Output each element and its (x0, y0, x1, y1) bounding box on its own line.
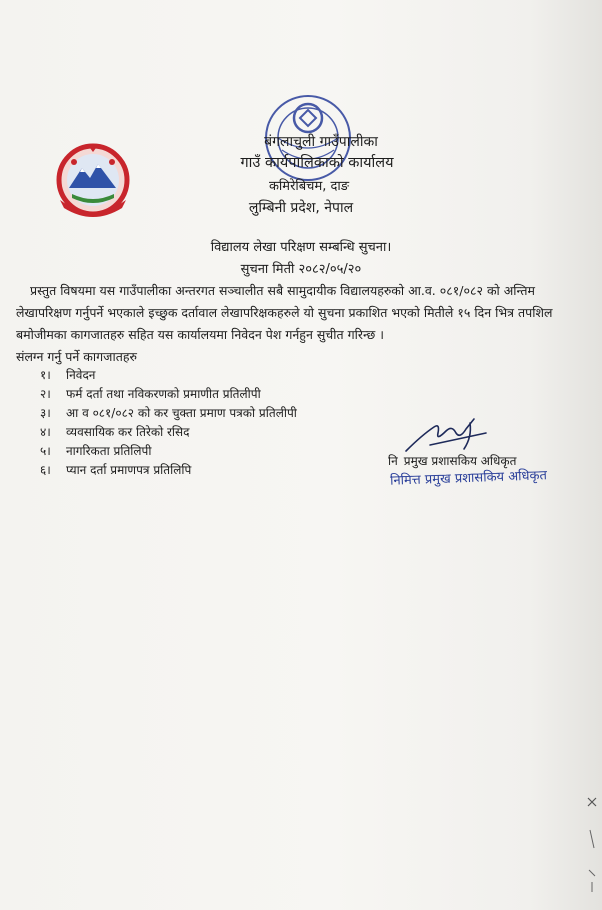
list-item-number: ३। (40, 406, 51, 420)
notice-body-line: लेखापरिक्षण गर्नुपर्ने भएकाले इच्छुक दर्तावाल लेखापरिक्षकहरुले यो सुचना प्रकाशित भएको मितीले १५ दिन भित्र तपशिल (16, 305, 553, 320)
list-item (40, 385, 297, 404)
signatory-prefix: नि (388, 454, 398, 468)
list-item-number: ६। (40, 463, 51, 477)
notice-date: सुचना मिती २०८२/०५/२० (240, 262, 362, 277)
office-name: गाउँ कार्यपालिकाको कार्यालय (240, 155, 394, 171)
municipality-name: बंगलाचुली गाउँपालीका (264, 134, 378, 150)
office-address: कमिरेबिचम, दाङ (268, 179, 350, 194)
signatory-stamp: निमित्त प्रमुख प्रशासकिय अधिकृत (389, 468, 548, 489)
list-item (40, 461, 297, 480)
list-item (40, 366, 297, 385)
list-item-text: आ व ०८१/०८२ को कर चुक्ता प्रमाण पत्रको प्रतिलीपी (66, 406, 297, 420)
notice-body-line: बमोजीमका कागजातहरु सहित यस कार्यालयमा निवेदन पेश गर्नहुन सुचीत गरिन्छ । (16, 327, 385, 342)
list-item-text: फर्म दर्ता तथा नविकरणको प्रमाणीत प्रतिलीपी (66, 387, 261, 401)
enclosures-heading: संलग्न गर्नु पर्ने कागजातहरु (16, 349, 137, 364)
list-item-text: नागरिकता प्रतिलिपी (66, 444, 152, 458)
list-item-number: २। (40, 387, 51, 401)
list-item-number: ५। (40, 444, 51, 458)
list-item-text: निवेदन (66, 368, 96, 382)
page-edge-marks (584, 790, 600, 910)
enclosures-list (40, 366, 297, 480)
list-item (40, 404, 297, 423)
list-item-text: व्यवसायिक कर तिरेको रसिद (66, 425, 190, 439)
notice-body-line: प्रस्तुत विषयमा यस गाउँपालीका अन्तरगत सञ्चालीत सबै सामुदायीक विद्यालयहरुको आ.व. ०८१/०८२ को अन्तिम (30, 283, 535, 298)
list-item-number: १। (40, 368, 51, 382)
list-item (40, 442, 297, 461)
list-item (40, 423, 297, 442)
notice-subject: विद्यालय लेखा परिक्षण सम्बन्धि सुचना। (210, 240, 392, 255)
list-item-number: ४। (40, 425, 51, 439)
province-name: लुम्बिनी प्रदेश, नेपाल (248, 200, 354, 216)
list-item-text: प्यान दर्ता प्रमाणपत्र प्रतिलिपि (66, 463, 192, 477)
handwritten-signature (400, 415, 490, 457)
signatory-title-text: प्रमुख प्रशासकिय अधिकृत (403, 454, 517, 468)
